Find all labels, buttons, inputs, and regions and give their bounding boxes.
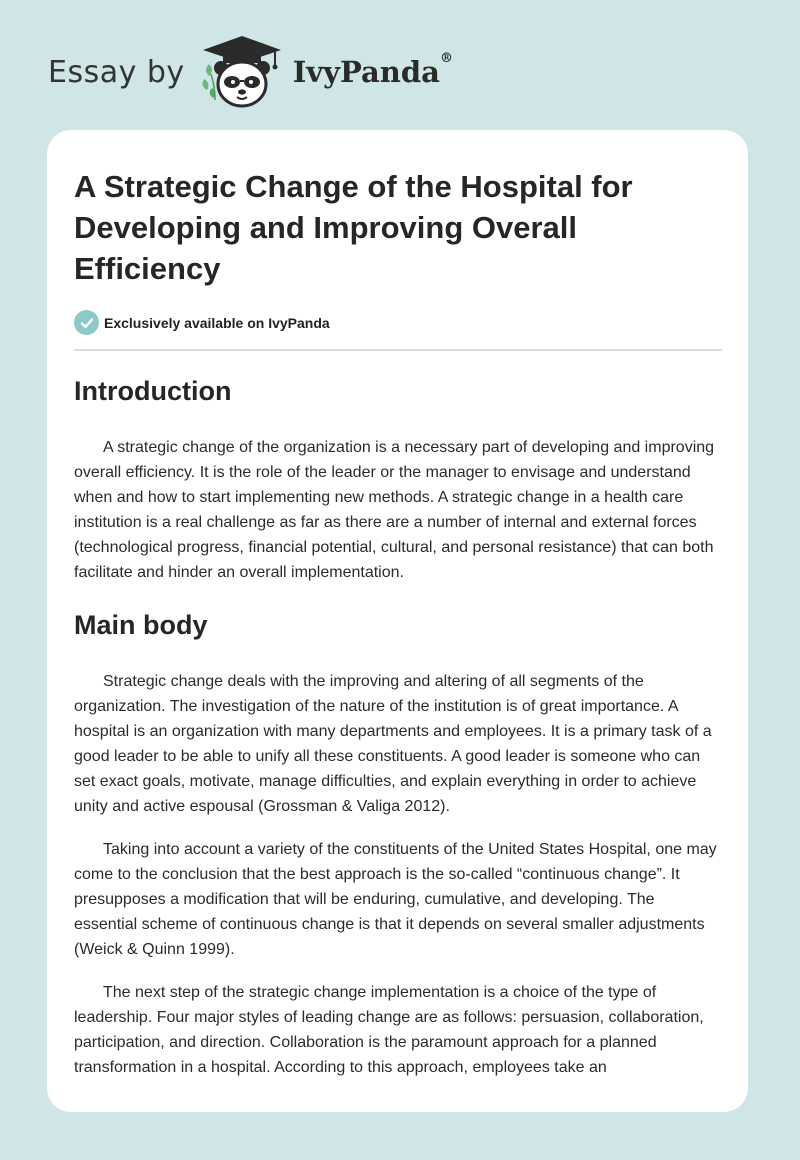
essay-by-label: Essay by: [48, 54, 185, 90]
essay-card: [47, 130, 748, 1112]
section-heading-introduction: Introduction: [74, 376, 232, 406]
paragraph: A strategic change of the organization is a necessary part of developing and improving overall efficiency. It is the role of the leader or the manager to envisage and understand when and how to start implementing new methods. A strategic change in a health care institution is a real challenge as far as there are a number of internal and external forces (technological progress, financial potential, cultural, and personal resistance) that can both facilitate and hinder an overall implementation.: [74, 439, 715, 581]
check-icon: [74, 310, 99, 335]
exclusive-badge: [74, 310, 722, 335]
ivypanda-logo-icon[interactable]: [199, 34, 285, 110]
essay-title: A Strategic Change of the Hospital for Developing and Improving Overall Efficiency: [74, 169, 633, 286]
brand-name[interactable]: IvyPanda®: [292, 51, 453, 89]
paragraph: Strategic change deals with the improving and altering of all segments of the organization. The investigation of the nature of the institution is of great importance. A hospital is an organization with many departments and employees. It is a primary task of a good leader to be able to unify all these constituents. A good leader is someone who can set exact goals, motivate, manage difficulties, and explain everything in order to achieve unity and active espousal (Grossman & Valiga 2012).: [74, 673, 712, 815]
site-header: [48, 34, 453, 110]
paragraph: The next step of the strategic change implementation is a choice of the type of leadership. Four major styles of leading change are as follows: persuasion, collaboration, participation, and direction. Collaboration is the paramount approach for a planned transformation in a hospital. According to this approach, employees take an: [74, 984, 704, 1076]
section-heading-main-body: Main body: [74, 610, 208, 640]
title-divider: [74, 349, 722, 351]
paragraph: Taking into account a variety of the constituents of the United States Hospital, one may come to the conclusion that the best approach is the so-called “continuous change”. It presupposes a modification that will be enduring, cumulative, and developing. The essential scheme of continuous change is that it depends on several smaller adjustments (Weick & Quinn 1999).: [74, 841, 717, 958]
exclusive-label: Exclusively available on IvyPanda: [104, 314, 330, 331]
